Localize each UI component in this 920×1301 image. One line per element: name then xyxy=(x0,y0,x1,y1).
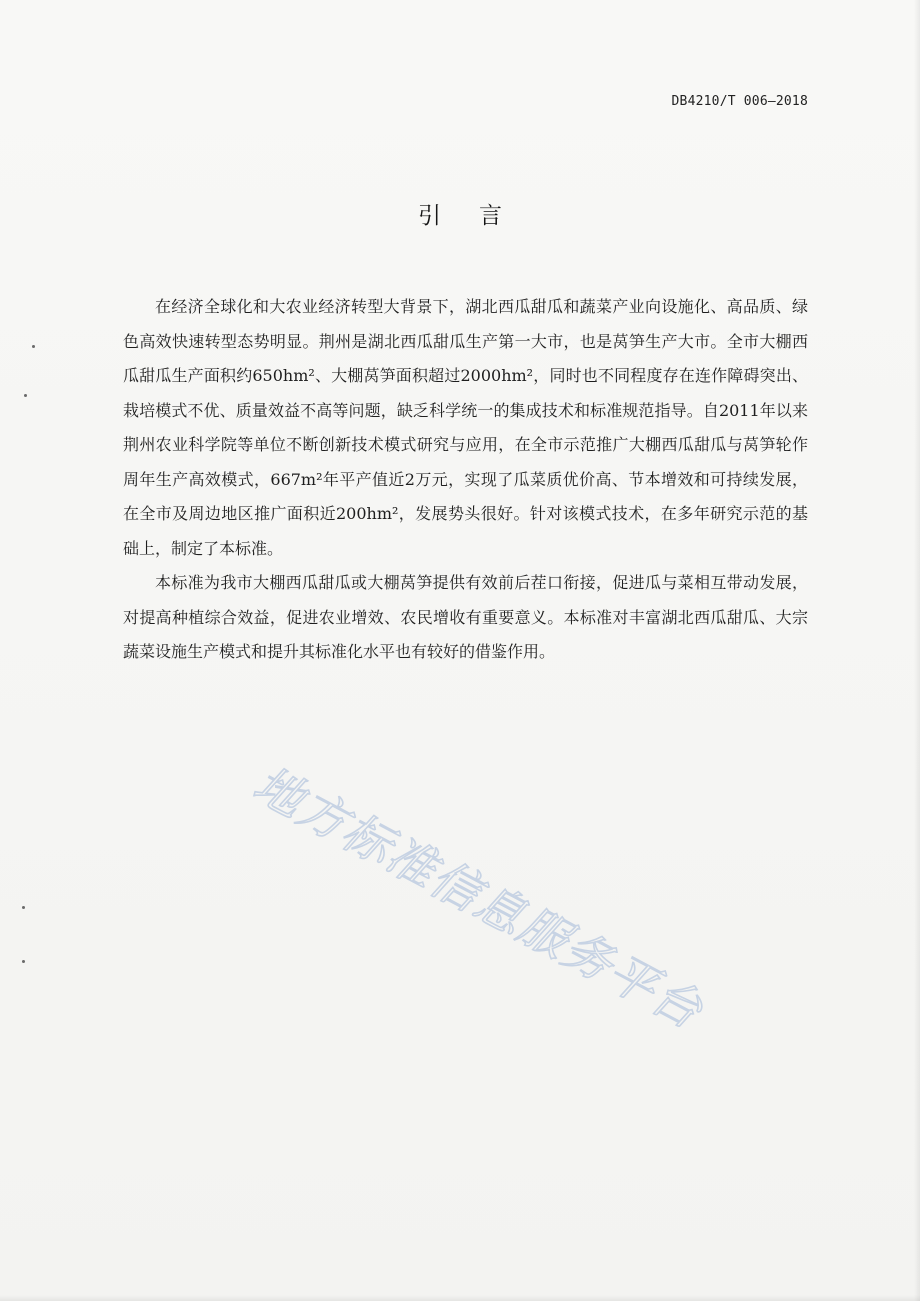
page-title: 引言 xyxy=(418,203,540,229)
watermark-text: 地方标准信息服务平台 xyxy=(244,756,713,1041)
scan-speck xyxy=(24,394,27,397)
watermark xyxy=(232,755,792,1075)
watermark-svg xyxy=(232,755,792,1075)
body-text xyxy=(123,290,808,670)
scan-speck xyxy=(22,906,25,909)
page-edge-shadow-right xyxy=(914,0,920,1301)
paragraph-2: 本标准为我市大棚西瓜甜瓜或大棚莴笋提供有效前后茬口衔接，促进瓜与菜相互带动发展，对提高种植综合效益，促进农业增效、农民增收有重要意义。本标准对丰富湖北西瓜甜瓜、大宗蔬菜设施生产模式和提升其标准化水平也有较好的借鉴作用。 xyxy=(123,573,808,661)
scan-speck xyxy=(22,960,25,963)
scan-speck xyxy=(32,345,35,348)
page-edge-shadow-bottom xyxy=(0,1295,920,1301)
paragraph-1: 在经济全球化和大农业经济转型大背景下，湖北西瓜甜瓜和蔬菜产业向设施化、高品质、绿色高效快速转型态势明显。荆州是湖北西瓜甜瓜生产第一大市，也是莴笋生产大市。全市大棚西瓜甜瓜生产面积约650hm²、大棚莴笋面积超过2000hm²，同时也不同程度存在连作障碍突出、栽培模式不优、质量效益不高等问题，缺乏科学统一的集成技术和标准规范指导。自2011年以来荆州农业科学院等单位不断创新技术模式研究与应用，在全市示范推广大棚西瓜甜瓜与莴笋轮作周年生产高效模式，667m²年平产值近2万元，实现了瓜菜质优价高、节本增效和可持续发展，在全市及周边地区推广面积近200hm²，发展势头很好。针对该模式技术，在多年研究示范的基础上，制定了本标准。 xyxy=(123,297,808,558)
document-code: DB4210/T 006—2018 xyxy=(671,94,808,109)
